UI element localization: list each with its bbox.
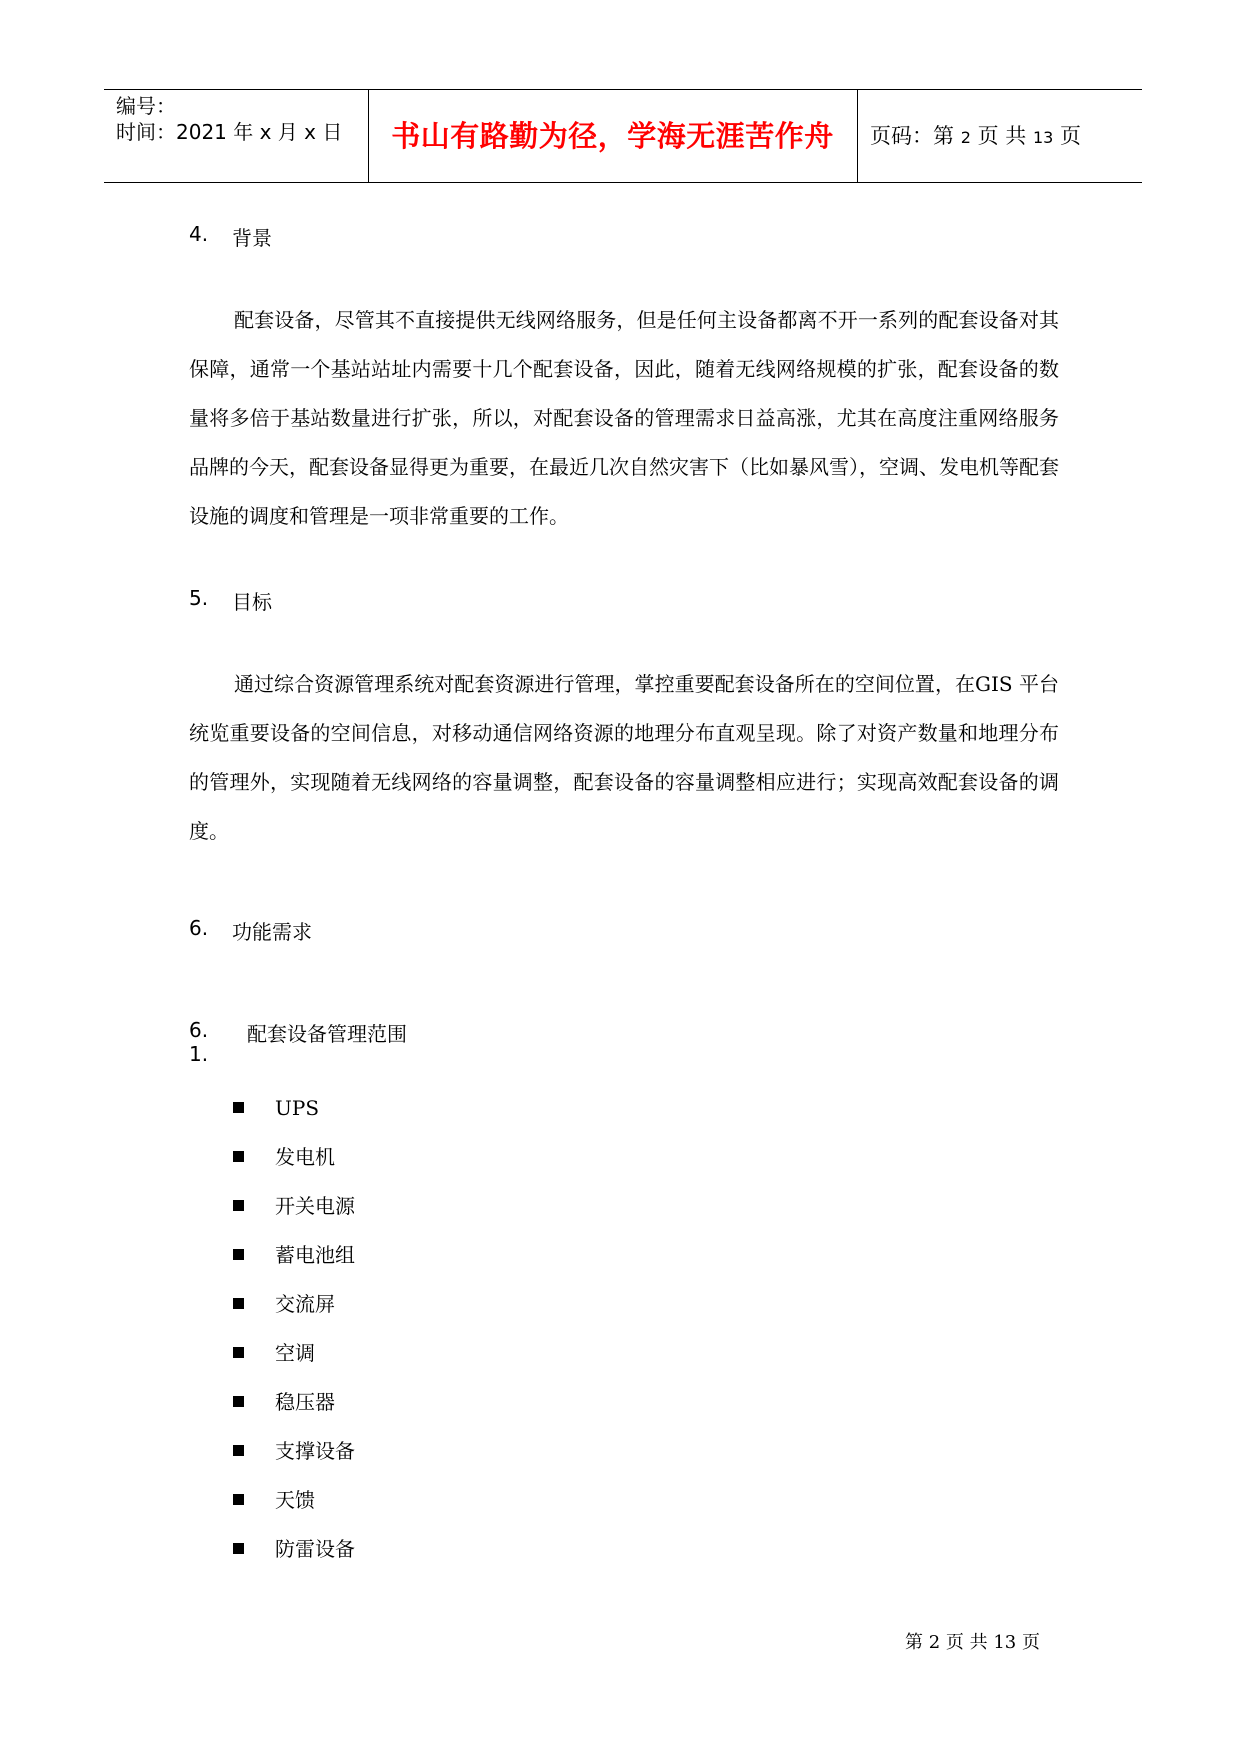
section-title: 目标 (232, 590, 272, 614)
header-motto: 书山有路勤为径，学海无涯苦作舟 (391, 119, 834, 153)
subsection-title: 配套设备管理范围 (247, 1022, 407, 1046)
page-code-middle: 页 共 (977, 124, 1027, 148)
section-number: 6. (189, 916, 209, 940)
section-title: 背景 (232, 226, 272, 250)
goal-paragraph: 通过综合资源管理系统对配套资源进行管理，掌控重要配套设备所在的空间位置，在GIS 平台统览重要设备的空间信息，对移动通信网络资源的地理分布直观呈现。除了对资产数量和地理分布的管理外，实现随着无线网络的容量调整，配套设备的容量调整相应进行；实现高效配套设备的调度。 (189, 672, 1059, 843)
list-item-label: 蓄电池组 (275, 1243, 355, 1267)
header-left-cell (104, 90, 369, 182)
list-item-label: 天馈 (275, 1488, 315, 1512)
square-bullet-icon (233, 1298, 244, 1309)
square-bullet-icon (233, 1494, 244, 1505)
header-middle-cell (368, 90, 858, 182)
document-code-label: 编号： (116, 94, 176, 118)
section-number: 4. (189, 222, 209, 246)
list-item-label: 交流屏 (275, 1292, 335, 1316)
list-item-label: 防雷设备 (275, 1537, 355, 1561)
page-code-suffix: 页 (1059, 124, 1081, 148)
square-bullet-icon (233, 1249, 244, 1260)
list-item-label: 空调 (275, 1341, 315, 1365)
square-bullet-icon (233, 1445, 244, 1456)
page-code-total: 13 (1032, 128, 1054, 147)
list-item-label: 开关电源 (275, 1194, 355, 1218)
page-code-number: 2 (960, 128, 971, 147)
square-bullet-icon (233, 1396, 244, 1407)
page-footer: 第 2 页 共 13 页 (905, 1632, 1040, 1653)
background-paragraph: 配套设备，尽管其不直接提供无线网络服务，但是任何主设备都离不开一系列的配套设备对其保障，通常一个基站站址内需要十几个配套设备，因此，随着无线网络规模的扩张，配套设备的数量将多倍于基站数量进行扩张，所以，对配套设备的管理需求日益高涨，尤其在高度注重网络服务品牌的今天，配套设备显得更为重要，在最近几次自然灾害下（比如暴风雪），空调、发电机等配套设施的调度和管理是一项非常重要的工作。 (189, 308, 1059, 528)
section-title: 功能需求 (232, 920, 312, 944)
square-bullet-icon (233, 1102, 244, 1113)
list-item-label: UPS (275, 1096, 320, 1120)
subsection-number: 6. 1. (189, 1018, 209, 1066)
page-header (104, 89, 1142, 183)
list-item-label: 稳压器 (275, 1390, 335, 1414)
list-item-label: 发电机 (275, 1145, 335, 1169)
page-code-prefix: 页码：第 (870, 124, 954, 148)
section-number: 5. (189, 586, 209, 610)
square-bullet-icon (233, 1347, 244, 1358)
document-time-label: 时间：2021 年 x 月 x 日 (116, 120, 343, 144)
header-page-code (870, 90, 1081, 184)
header-right-cell (858, 90, 1142, 182)
square-bullet-icon (233, 1200, 244, 1211)
square-bullet-icon (233, 1151, 244, 1162)
square-bullet-icon (233, 1543, 244, 1554)
list-item-label: 支撑设备 (275, 1439, 355, 1463)
